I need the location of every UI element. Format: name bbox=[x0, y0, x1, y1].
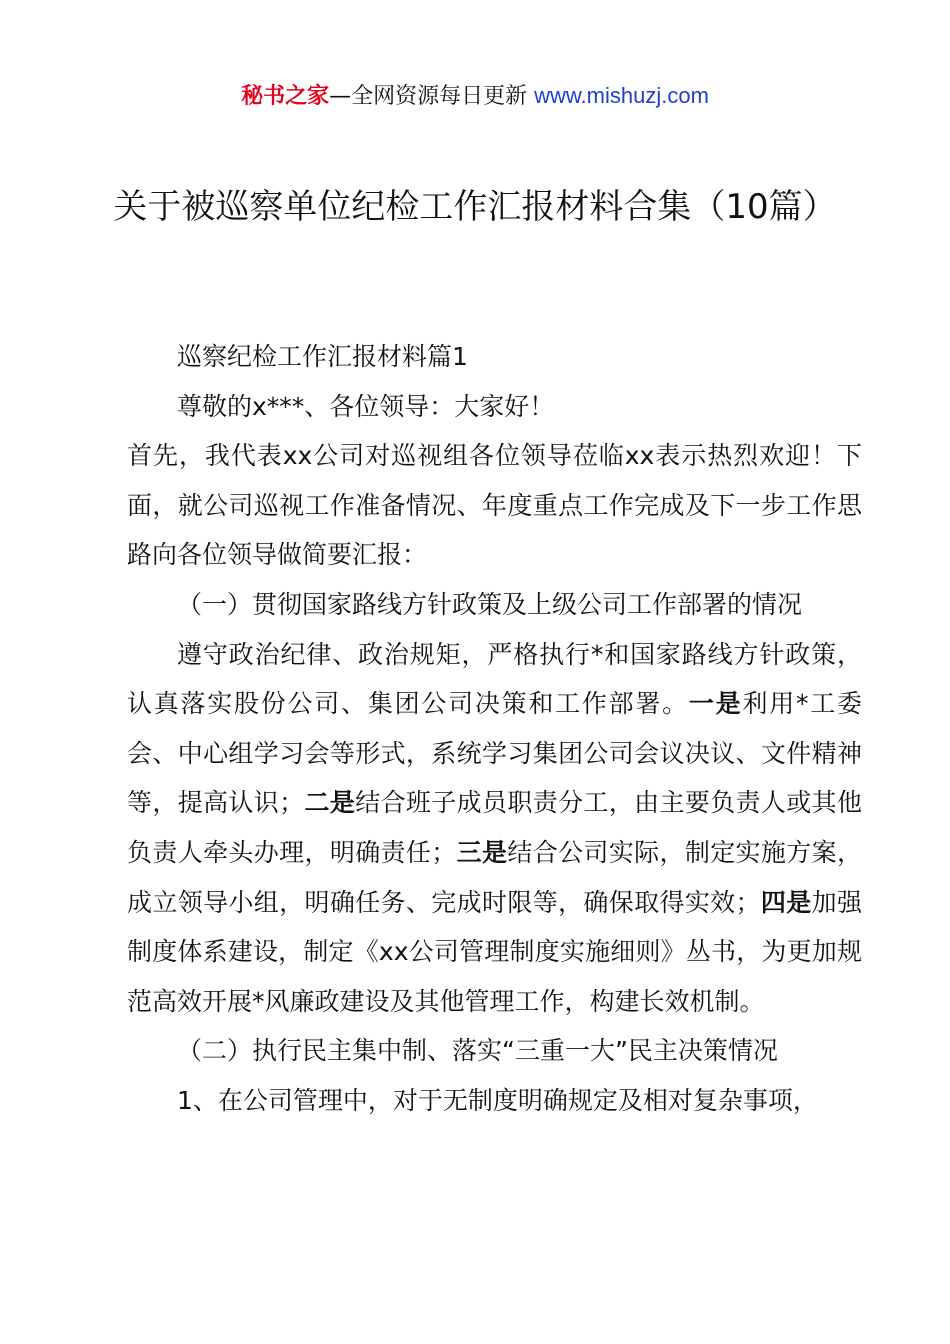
greeting: 尊敬的x***、各位领导：大家好！ bbox=[177, 391, 555, 421]
document-body bbox=[127, 332, 862, 1126]
document-title: 关于被巡察单位纪检工作汇报材料合集（10篇） bbox=[113, 187, 837, 227]
point-1-keyword: 一是 bbox=[688, 689, 743, 719]
point-3-keyword: 三是 bbox=[456, 837, 508, 867]
point-2-text: 结合班子成员职责分工，由主要负责人或其他负责人牵头办理，明确责任； bbox=[127, 788, 862, 867]
document-subtitle: 巡察纪检工作汇报材料篇1 bbox=[177, 342, 468, 371]
header-tagline: —全网资源每日更新 bbox=[329, 84, 528, 109]
brand-name: 秘书之家 bbox=[241, 84, 330, 109]
point-1-text: 利用*工委会、中心组学习会等形式，系统学习集团公司会议决议、文件精神等，提高认识； bbox=[127, 689, 862, 818]
point-4-text: 加强制度体系建设，制定《xx公司管理制度实施细则》丛书，为更加规范高效开展*风廉政建设及其他管理工作，构建长效机制。 bbox=[127, 887, 862, 1016]
paragraph-section-1 bbox=[127, 630, 862, 1027]
section-heading-2: （二）执行民主集中制、落实“三重一大”民主决策情况 bbox=[177, 1036, 778, 1066]
site-header bbox=[0, 80, 950, 113]
paragraph-section-2: 1、在公司管理中，对于无制度明确规定及相对复杂事项， bbox=[177, 1085, 818, 1115]
point-4-keyword: 四是 bbox=[760, 887, 812, 917]
section-heading-1: （一）贯彻国家路线方针政策及上级公司工作部署的情况 bbox=[177, 589, 803, 619]
site-url-link[interactable]: www.mishuzj.com bbox=[534, 83, 709, 108]
para-intro-text: 遵守政治纪律、政治规矩，严格执行*和国家路线方针政策，认真落实股份公司、集团公司决策和工作部署。 bbox=[127, 639, 862, 719]
paragraph-intro: 首先，我代表xx公司对巡视组各位领导莅临xx表示热烈欢迎！下面，就公司巡视工作准备情况、年度重点工作完成及下一步工作思路向各位领导做简要汇报： bbox=[127, 441, 862, 570]
point-3-text: 结合公司实际，制定实施方案，成立领导小组，明确任务、完成时限等，确保取得实效； bbox=[127, 837, 862, 917]
point-2-keyword: 二是 bbox=[304, 788, 356, 818]
